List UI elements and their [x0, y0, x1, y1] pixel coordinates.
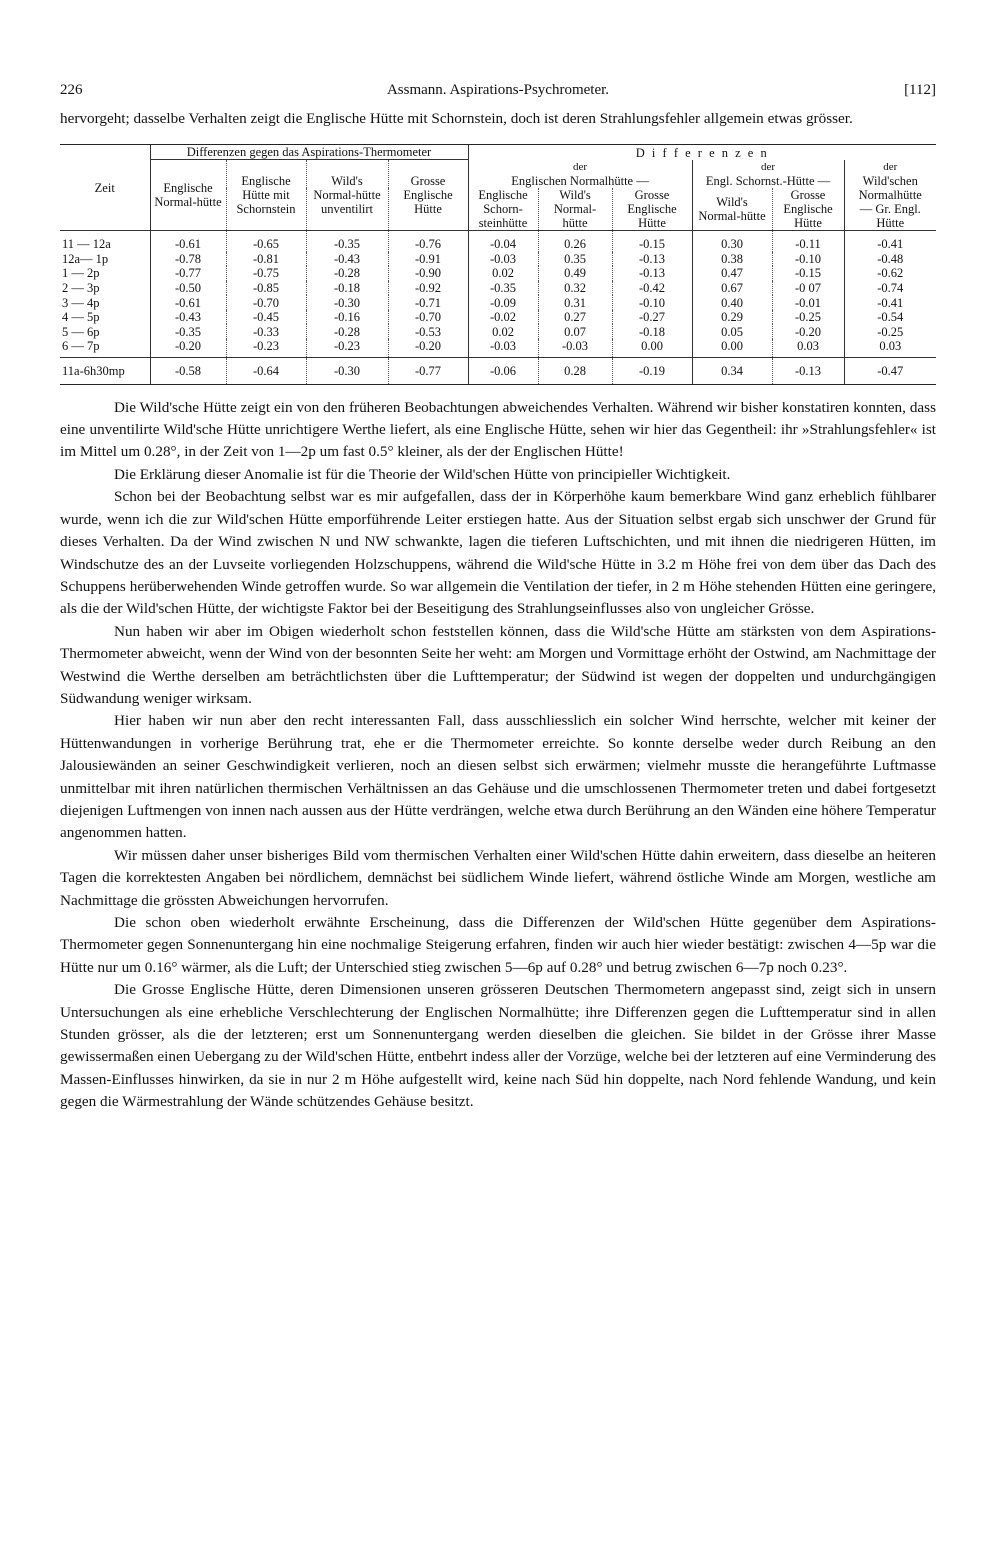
table-cell: 0.03	[844, 339, 936, 357]
table-cell: -0.19	[612, 357, 692, 384]
table-row	[60, 324, 936, 339]
table-cell-zeit: 4 — 5p	[62, 310, 100, 325]
table-cell: -0.61	[150, 295, 226, 310]
table-row	[60, 252, 936, 267]
paragraph-2: Die Erklärung dieser Anomalie ist für die Theorie der Wild'schen Hütte von principieller Wichtigkeit.	[114, 465, 731, 483]
table-cell: -0.30	[306, 295, 388, 310]
table-cell: -0.20	[150, 339, 226, 357]
table-cell: 0.02	[468, 266, 538, 281]
table-cell: -0.77	[388, 357, 468, 384]
table-cell-zeit: 6 — 7p	[62, 339, 100, 354]
subgroup-der-label-3: der	[883, 160, 898, 173]
table-row	[60, 230, 936, 251]
table-cell: -0.18	[612, 324, 692, 339]
subgroup-wilds-label: Wild'schen Normalhütte	[858, 173, 922, 202]
paragraph-3: Schon bei der Beobachtung selbst war es mir aufgefallen, dass der in Körperhöhe kaum bemerkbare Wind ganz erheblich fühlbarer wurde, wenn ich die zur Wild'schen Hütte emporführende Leiter erstiegen hatte. Aus der Situation selbst ergab sich unschwer der Grund für dieses Verhalten. Da der Wind zwischen N und NW schwankte, lagen die tieferen Luftschichten, und mit ihnen die niedrigeren Hütten, im Windschutze des an der Luvseite vorliegenden Holzschuppens, während die Wild'sche Hütte in 3.2 m Höhe frei von dem über das Dach des Schuppens herüberwehenden Winde getroffen wurde. So war allgemein die Ventilation der tiefer, in 2 m Höhe stehenden Hütten eine geringere, als die der Wild'schen Hütte, der wichtigste Faktor bei der Beseitigung des Strahlungseinflusses also von ungleicher Grösse.	[60, 488, 936, 618]
subgroup-engl-schornst-label: Engl. Schornst.-Hütte —	[705, 173, 831, 188]
running-header	[60, 82, 936, 108]
table-cell: -0.03	[538, 339, 612, 357]
header-wilds-normal-a: Wild's Normal-hütte	[538, 188, 612, 231]
table-cell-zeit: 2 — 3p	[62, 280, 100, 295]
table-cell: -0.11	[772, 230, 844, 251]
table-cell-zeit: 1 — 2p	[62, 266, 100, 281]
page-number: 226	[60, 82, 83, 98]
table-cell: 0.34	[692, 357, 772, 384]
paragraph-6: Wir müssen daher unser bisheriges Bild vom thermischen Verhalten einer Wild'schen Hütte dahin erweitern, dass dieselbe an heiteren Tagen die korrektesten Angaben bei nördlichem, demnächst bei südlichem Winde liefert, während östliche Winde am Morgen, westliche am Nachmittage die grössten Abweichungen hervorrufen.	[60, 846, 936, 909]
table-cell: 0.26	[538, 230, 612, 251]
group-header-differenzen: D i f f e r e n z e n	[468, 145, 936, 160]
table-cell: 0.49	[538, 266, 612, 281]
table-cell: -0.45	[226, 310, 306, 325]
table-cell: -0.61	[150, 230, 226, 251]
table-cell: -0.23	[306, 339, 388, 357]
table-cell: -0.30	[306, 357, 388, 384]
table-cell: -0.48	[844, 252, 936, 267]
table-cell: -0.50	[150, 281, 226, 296]
table-cell: 0.02	[468, 324, 538, 339]
header-wilds-normal-b: Wild's Normal-hütte	[692, 188, 772, 231]
table-row	[60, 295, 936, 310]
table-cell: -0.13	[612, 252, 692, 267]
table-cell: -0.18	[306, 281, 388, 296]
table-row	[60, 339, 936, 357]
subgroup-englische-normal	[468, 160, 692, 188]
table-cell: -0.15	[772, 266, 844, 281]
subgroup-gr-engl-label: — Gr. Engl. Hütte	[859, 201, 921, 230]
table-cell: -0.92	[388, 281, 468, 296]
table-cell: -0.10	[612, 295, 692, 310]
table-cell: -0.41	[844, 230, 936, 251]
table-cell: 0.47	[692, 266, 772, 281]
running-title: Assmann. Aspirations-Psychrometer.	[386, 82, 610, 98]
subgroup-der-label: der	[572, 160, 588, 173]
table-cell: -0.71	[388, 295, 468, 310]
table-cell: -0.03	[468, 252, 538, 267]
table-cell: -0.35	[468, 281, 538, 296]
table-cell: -0.13	[772, 357, 844, 384]
table-cell: 0.07	[538, 324, 612, 339]
table-cell: -0.03	[468, 339, 538, 357]
table-cell: -0.20	[772, 324, 844, 339]
table-cell: 0.00	[612, 339, 692, 357]
group-header-aspiration: Differenzen gegen das Aspirations-Thermometer	[150, 145, 468, 160]
paragraph-5: Hier haben wir nun aber den recht interessanten Fall, dass ausschliesslich ein solcher Wind herrschte, welcher mit keiner der Hüttenwandungen in vorherige Berührung trat, ehe er die Thermometer erreichte. So konnte derselbe weder durch Reibung an den Jalousiewänden an seiner Geschwindigkeit verlieren, noch an diesen selbst sich erwärmen; vielmehr musste die herangeführte Luftmasse unmittelbar mit ihren natürlichen thermischen Verhältnissen an das Gehäuse und die umschlossenen Thermometer treten und dabei fortgesetzt diejenigen Luftmengen von innen nach aussen aus der Hütte verdrängen, welche etwa durch Berührung an den Wänden eine höhere Temperatur angenommen hatten.	[60, 712, 936, 842]
table-cell: -0.75	[226, 266, 306, 281]
table-cell: -0.54	[844, 310, 936, 325]
page	[60, 82, 936, 1114]
table-cell: -0.35	[150, 324, 226, 339]
table-cell-zeit: 12a— 1p	[62, 251, 109, 266]
paragraph-8: Die Grosse Englische Hütte, deren Dimensionen unseren grösseren Deutschen Thermometern angepasst sind, zeigt sich in unsern Untersuchungen als eine erhebliche Verschlechterung der Englischen Normalhütte; ihre Differenzen gegen die Lufttemperatur sind in allen Stunden grösser, als die der letzteren; erst um Sonnenuntergang werden dieselben die gleichen. Sie bildet in der Grösse ihrer Masse gewissermaßen einen Uebergang zu der Wild'schen Hütte, entbehrt indess aller der Vorzüge, welche bei der letzteren auf eine Verminderung des Massen-Einflusses hinwirken, da sie in nur 2 m Höhe aufgestellt wird, keine nach Süd hin doppelte, nach Nord fehlende Wandung, und kein gegen die Wärmestrahlung der Wände schützendes Gehäuse besitzt.	[60, 981, 936, 1111]
table-cell: 0.03	[772, 339, 844, 357]
header-wilds-unventilirt: Wild's Normal-hütte unventilirt	[306, 160, 388, 231]
header-grosse-englische-b: Grosse Englische Hütte	[772, 188, 844, 231]
table-summary-row	[60, 357, 936, 384]
table-cell: -0.78	[150, 252, 226, 267]
table-cell-zeit: 11a-6h30mp	[60, 357, 150, 384]
table-body	[60, 230, 936, 383]
table-cell: -0.91	[388, 252, 468, 267]
table-row	[60, 266, 936, 281]
table-cell: 0.40	[692, 295, 772, 310]
table-cell: -0.81	[226, 252, 306, 267]
table-cell: -0.25	[772, 310, 844, 325]
paragraph-4: Nun haben wir aber im Obigen wiederholt schon feststellen können, dass die Wild'sche Hütte am stärksten von dem Aspirations-Thermometer abweicht, wenn der Wind von der besonnten Seite her weht: am Morgen und Vormittage erhöht der Ostwind, am Nachmittage der Westwind die Werthe derselben am beträchtlichsten über die Lufttemperatur; der Südwind ist wegen der doppelten und undurchgängigen Südwandung weniger wirksam.	[60, 622, 936, 707]
table-cell: -0.70	[226, 295, 306, 310]
header-englische-schornstein: Englische Hütte mit Schornstein	[226, 160, 306, 231]
table-cell: -0.15	[612, 230, 692, 251]
table-cell-zeit: 5 — 6p	[62, 324, 100, 339]
table-cell: 0.67	[692, 281, 772, 296]
table-cell: -0.16	[306, 310, 388, 325]
table-cell: -0.27	[612, 310, 692, 325]
table-cell: 0.28	[538, 357, 612, 384]
table-cell-zeit: 3 — 4p	[62, 295, 100, 310]
subgroup-der-label-2: der	[760, 160, 776, 173]
table-cell: -0.09	[468, 295, 538, 310]
bracket-page-number: [112]	[904, 82, 936, 98]
header-grosse-englische: Grosse Englische Hütte	[388, 160, 468, 231]
table-cell: -0.04	[468, 230, 538, 251]
table-cell: 0.32	[538, 281, 612, 296]
table-cell: -0.20	[388, 339, 468, 357]
header-englische-normal: Englische Normal-hütte	[150, 160, 226, 231]
table-cell: -0.42	[612, 281, 692, 296]
table-cell: -0.64	[226, 357, 306, 384]
subgroup-engl-schornst	[692, 160, 844, 188]
table-row	[60, 310, 936, 325]
table-cell: -0.28	[306, 324, 388, 339]
paragraph-1: Die Wild'sche Hütte zeigt ein von den früheren Beobachtungen abweichendes Verhalten. Während wir bisher konstatiren konnten, dass eine unventilirte Wild'sche Hütte unrichtigere Werthe liefert, als eine Englische Hütte, sehen wir hier das Gegentheil: ihr »Strahlungsfehler« ist im Mittel um 0.28°, in der Zeit von 1—2p um fast 0.5° kleiner, als der der Englischen Hütte!	[60, 398, 936, 461]
table-cell: -0.25	[844, 324, 936, 339]
table-cell: -0.13	[612, 266, 692, 281]
table-cell: -0.06	[468, 357, 538, 384]
subgroup-englische-normal-label: Englischen Normalhütte —	[511, 173, 649, 188]
table-cell: -0.23	[226, 339, 306, 357]
table-cell: -0.28	[306, 266, 388, 281]
table-cell: 0.27	[538, 310, 612, 325]
header-grosse-englische-a: Grosse Englische Hütte	[612, 188, 692, 231]
table-cell: -0.01	[772, 295, 844, 310]
table-cell: -0.02	[468, 310, 538, 325]
table-cell: 0.35	[538, 252, 612, 267]
table-cell: -0.74	[844, 281, 936, 296]
table-cell: 0.05	[692, 324, 772, 339]
data-table	[60, 144, 936, 384]
table-cell: -0.62	[844, 266, 936, 281]
paragraph-7: Die schon oben wiederholt erwähnte Erscheinung, dass die Differenzen der Wild'schen Hütte gegenüber dem Aspirations-Thermometer gegen Sonnenuntergang hin eine nochmalige Steigerung erfahren, finden wir auch hier wieder bestätigt: zwischen 4—5p war die Hütte nur um 0.16° wärmer, als die Luft; der Unterschied stieg zwischen 5—6p auf 0.28° und betrug zwischen 6—7p noch 0.23°.	[60, 914, 936, 976]
table-cell: -0.43	[306, 252, 388, 267]
table-cell: 0.29	[692, 310, 772, 325]
table-row	[60, 281, 936, 296]
table-cell: -0.76	[388, 230, 468, 251]
intro-paragraph: hervorgeht; dasselbe Verhalten zeigt die Englische Hütte mit Schornstein, doch ist deren Strahlungsfehler allgemein etwas grösser.	[60, 110, 853, 127]
table-cell: -0.90	[388, 266, 468, 281]
table-cell: 0.31	[538, 295, 612, 310]
table-cell: -0.70	[388, 310, 468, 325]
table-cell: -0 07	[772, 281, 844, 296]
header-schorn-steinhuette: Englische Schorn-steinhütte	[468, 188, 538, 231]
table-cell: -0.33	[226, 324, 306, 339]
table-cell-zeit: 11 — 12a	[62, 237, 111, 252]
table-cell: -0.47	[844, 357, 936, 384]
table-cell: 0.00	[692, 339, 772, 357]
table-cell: -0.65	[226, 230, 306, 251]
col-zeit-header: Zeit	[94, 180, 115, 195]
table-cell: -0.43	[150, 310, 226, 325]
table-cell: 0.38	[692, 252, 772, 267]
table-cell: -0.41	[844, 295, 936, 310]
table-cell: -0.10	[772, 252, 844, 267]
table-cell: -0.58	[150, 357, 226, 384]
table-cell: -0.35	[306, 230, 388, 251]
table-cell: -0.77	[150, 266, 226, 281]
subgroup-wilds-normal	[844, 160, 936, 231]
table-cell: 0.30	[692, 230, 772, 251]
table-cell: -0.53	[388, 324, 468, 339]
table-cell: -0.85	[226, 281, 306, 296]
